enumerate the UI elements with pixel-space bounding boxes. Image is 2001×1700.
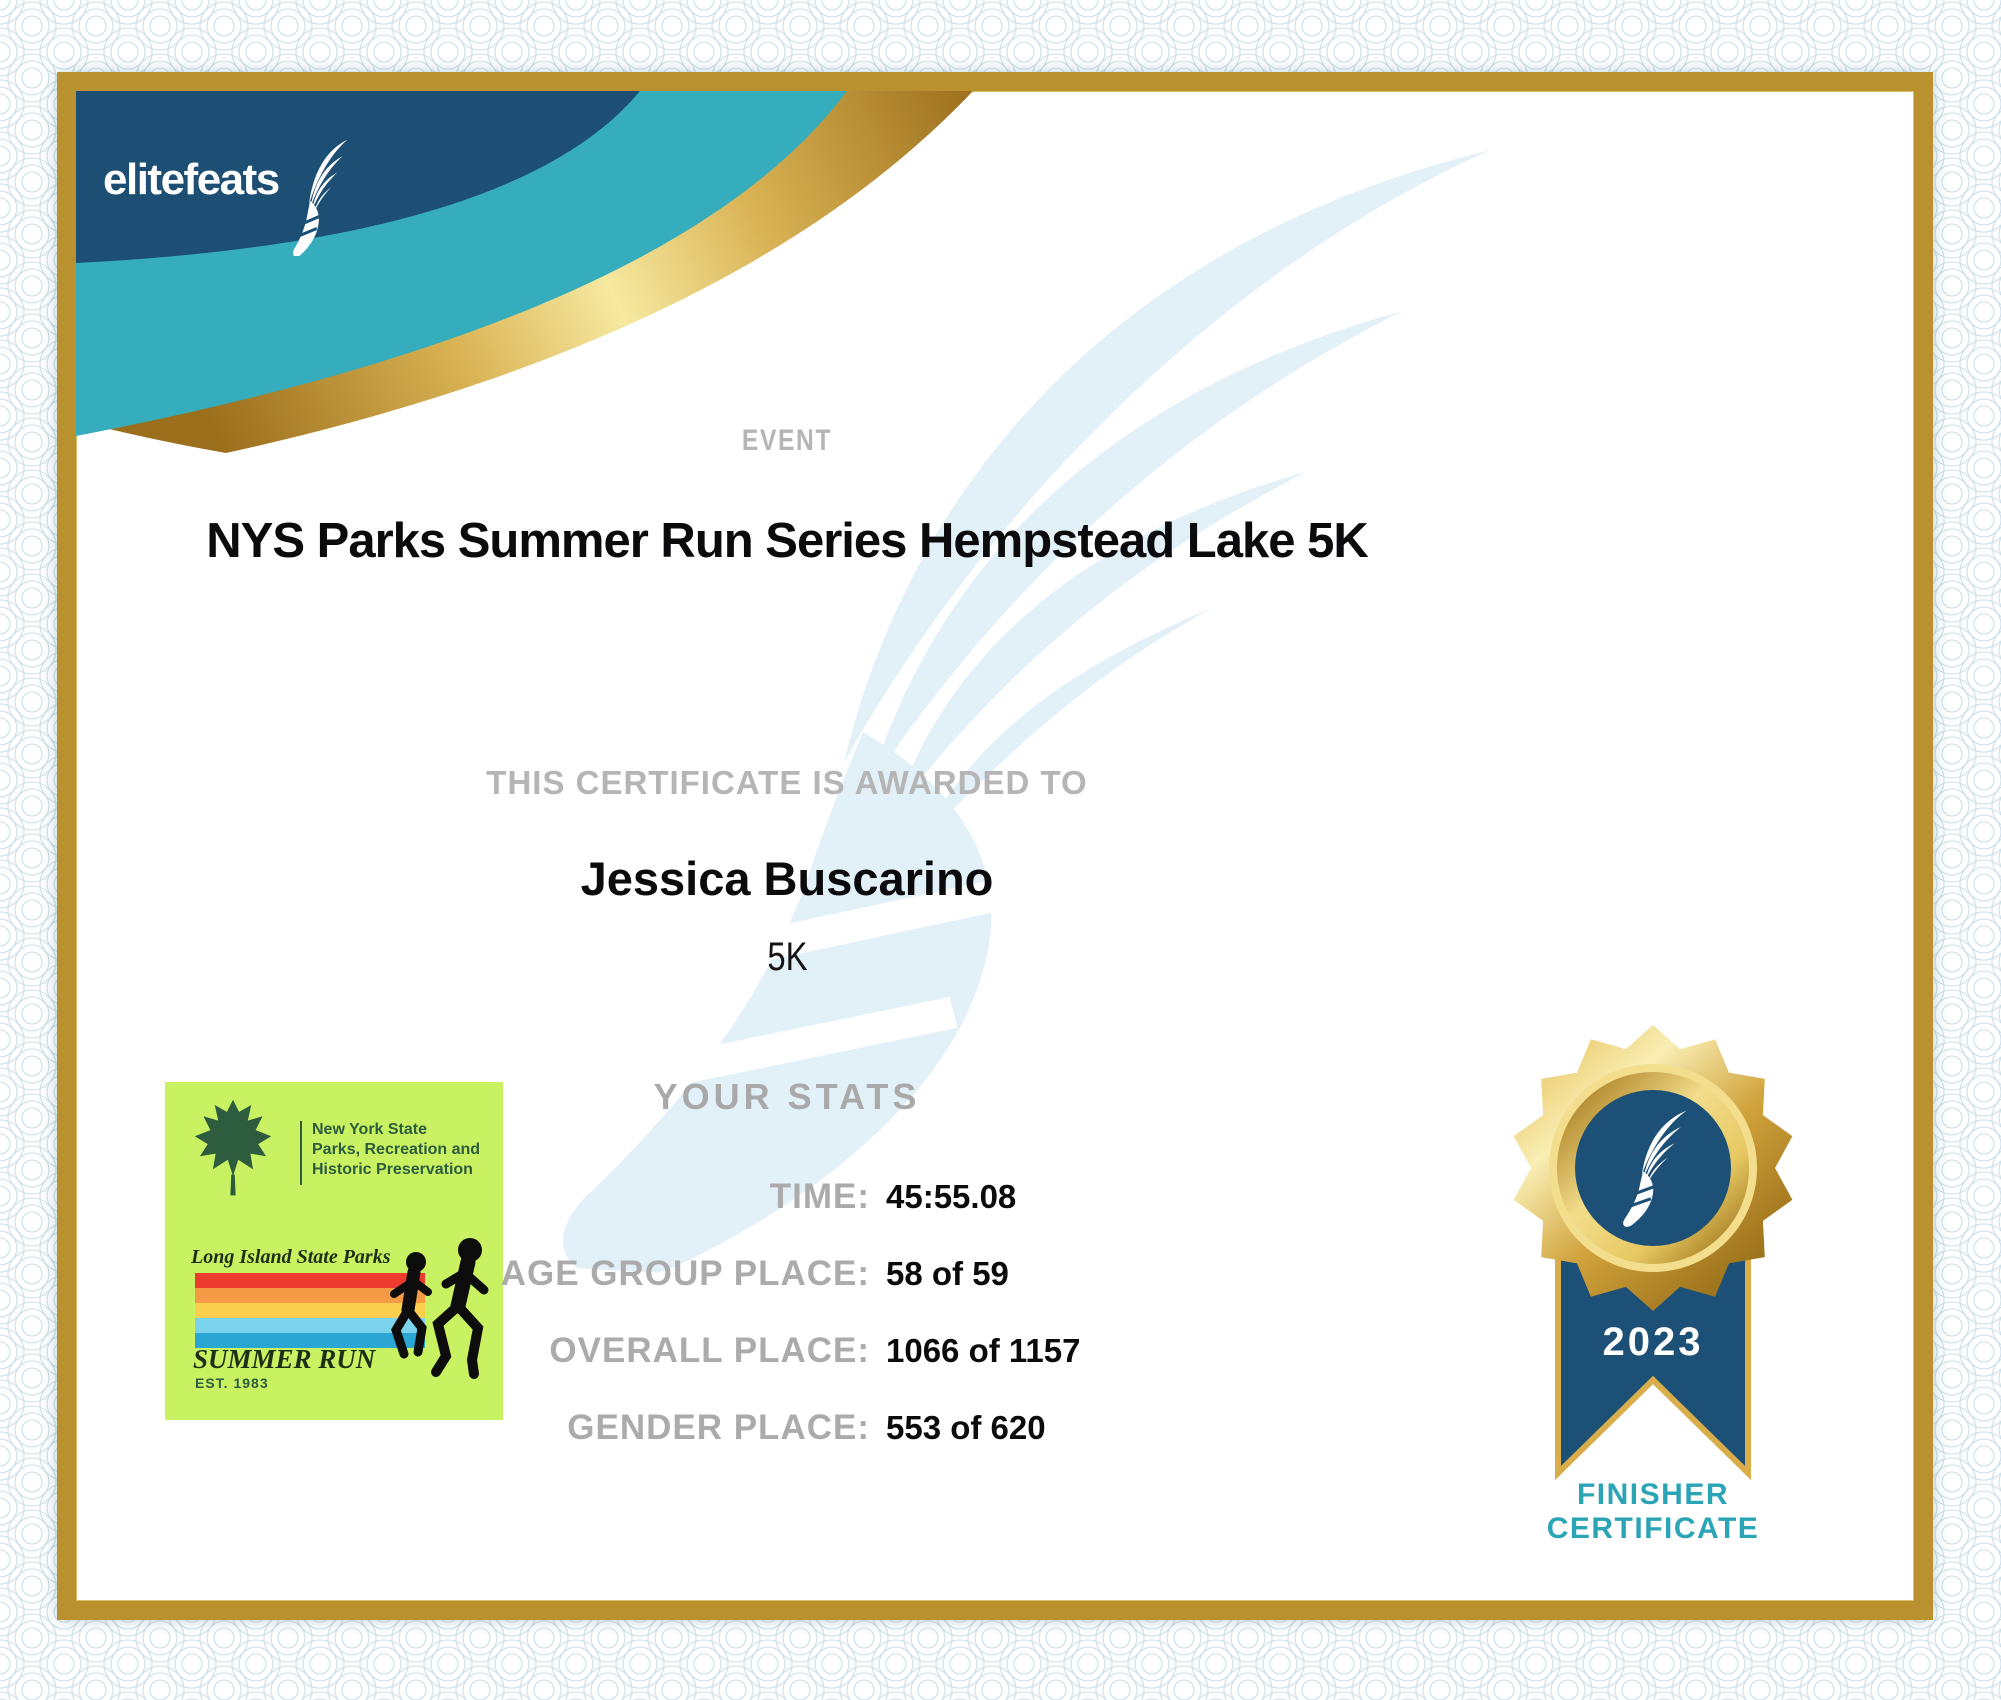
race-distance: 5K: [766, 935, 808, 979]
certificate-frame: [57, 72, 1933, 1620]
agency-line: New York State: [312, 1121, 428, 1138]
agency-line: Parks, Recreation and: [312, 1141, 481, 1158]
recipient-name: Jessica Buscarino: [580, 852, 994, 905]
stat-label: AGE GROUP PLACE:: [500, 1253, 870, 1293]
stat-row-gender-place: [76, 1389, 1498, 1466]
medal-caption-line: FINISHER: [1576, 1478, 1729, 1511]
winged-foot-icon: [286, 138, 352, 256]
stat-value: 553 of 620: [886, 1408, 1046, 1446]
finisher-medal: [1503, 1005, 1803, 1485]
established-year: EST. 1983: [195, 1375, 269, 1391]
stat-label: TIME:: [769, 1176, 870, 1216]
stats-heading: YOUR STATS: [653, 1076, 921, 1117]
agency-line: Historic Preservation: [312, 1161, 473, 1178]
stats-list: [76, 1158, 1498, 1466]
stat-value: 58 of 59: [886, 1254, 1009, 1292]
stat-value: 45:55.08: [886, 1177, 1017, 1215]
series-title: Long Island State Parks: [191, 1246, 391, 1268]
stat-row-age-group-place: [76, 1235, 1498, 1312]
award-heading: THIS CERTIFICATE IS AWARDED TO: [486, 764, 1088, 801]
brand-logo-text: elitefeats: [103, 155, 279, 204]
event-title: NYS Parks Summer Run Series Hempstead Lake 5K: [206, 514, 1368, 568]
event-label: EVENT: [741, 424, 833, 457]
stat-row-time: [76, 1158, 1498, 1235]
stat-label: GENDER PLACE:: [567, 1407, 870, 1447]
summer-run-title: SUMMER RUN: [193, 1344, 376, 1374]
stat-row-overall-place: [76, 1312, 1498, 1389]
stat-label: OVERALL PLACE:: [549, 1330, 870, 1370]
medal-caption: [1503, 1478, 1803, 1546]
stat-value: 1066 of 1157: [886, 1331, 1081, 1369]
medal-year: 2023: [1602, 1320, 1704, 1364]
medal-caption-line: CERTIFICATE: [1546, 1512, 1760, 1545]
